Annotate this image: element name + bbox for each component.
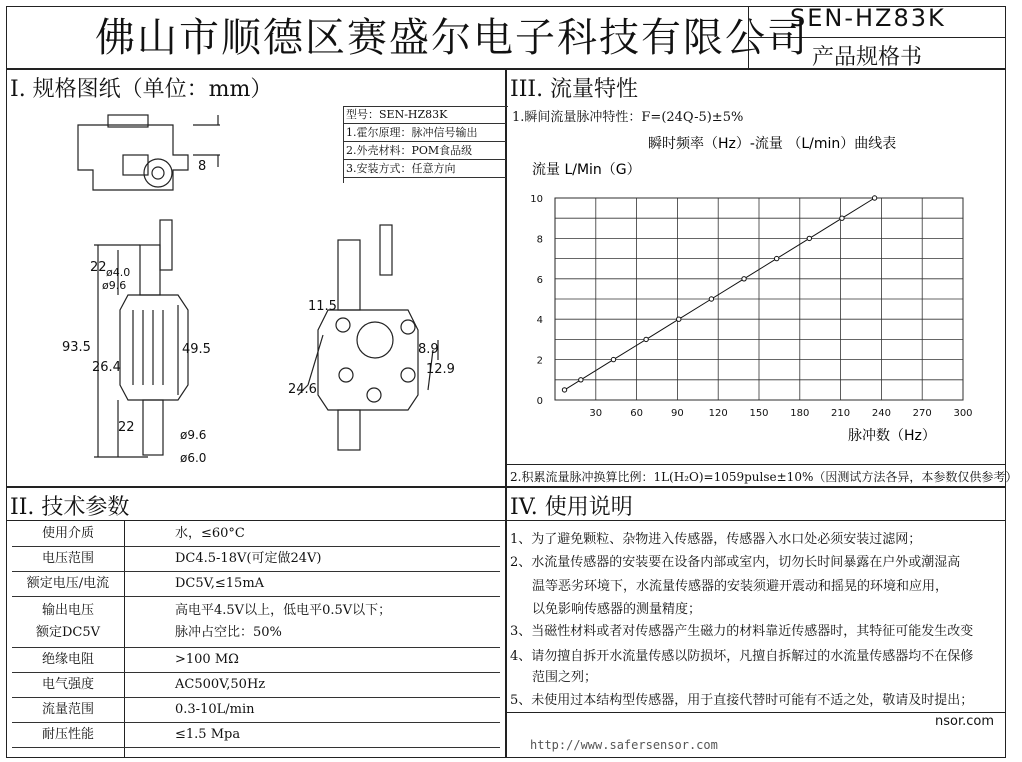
flow-formula: 1.瞬间流量脉冲特性：F=(24Q-5)±5% (512, 110, 744, 125)
dim-264: 26.4 (92, 360, 121, 375)
data-point (774, 256, 778, 260)
chart-ylabel: 流量 L/Min（G） (532, 162, 641, 178)
dim-d96b: ø9.6 (180, 428, 207, 442)
x-tick-label: 180 (790, 408, 810, 419)
param-name: 电气强度 (41, 677, 94, 692)
param-name: 流量范围 (41, 702, 94, 717)
chart-title: 瞬时频率（Hz）-流量 （L/min）曲线表 (648, 136, 897, 152)
data-point (562, 388, 566, 392)
dim-495: 49.5 (182, 342, 211, 357)
series-line (565, 198, 875, 390)
param-name: 额定电压/电流 (26, 576, 110, 591)
data-point (644, 337, 648, 341)
spec-install: 3.安装方式：任意方向 (344, 160, 506, 178)
y-tick-label: 0 (536, 396, 543, 407)
y-tick-label: 6 (536, 274, 543, 286)
dim-top-height: 8 (198, 159, 207, 174)
y-tick-label: 2 (536, 355, 543, 367)
horizontal-divider (6, 486, 1006, 488)
dim-129: 12.9 (426, 362, 455, 377)
data-point (709, 297, 713, 301)
x-tick-label: 270 (912, 408, 932, 419)
spec-model: 型号：SEN-HZ83K (344, 106, 506, 124)
table-row (12, 546, 500, 572)
data-point (579, 378, 583, 382)
frame-right (1005, 6, 1006, 758)
param-value: 水，≤60°C (175, 526, 245, 541)
frame-left (6, 6, 7, 758)
pulse-conversion-note: 2.积累流量脉冲换算比例：1L(H₂O)=1059pulse±10%（因测试方法各异，本参数仅供参考） (510, 470, 1018, 484)
y-tick-label: 8 (536, 234, 543, 246)
param-value: ≤1.5 Mpa (175, 727, 241, 742)
dim-115: 11.5 (308, 299, 337, 314)
dim-d96a: ø9.6 (102, 279, 127, 292)
usage-note-4-cont: 范围之列； (532, 670, 598, 685)
param-value: DC4.5-18V(可定做24V) (175, 551, 322, 566)
usage-note-5: 5、未使用过本结构型传感器，用于直接代替时可能有不适之处，敬请及时提出； (510, 693, 974, 708)
section2-title: II. 技术参数 (10, 495, 130, 520)
param-name: 电压范围 (41, 551, 94, 566)
chart-xlabel: 脉冲数（Hz） (848, 428, 936, 444)
website-bottom: http://www.safersensor.com (530, 738, 718, 752)
param-name: 绝缘电阻 (41, 652, 94, 667)
dim-d60: ø6.0 (180, 451, 207, 465)
usage-note-4: 4、请勿擅自拆开水流量传感以防损坏，凡擅自拆解过的水流量传感器均不在保修 (510, 649, 974, 664)
dim-246: 24.6 (288, 382, 317, 397)
technical-drawing (8, 95, 503, 485)
data-point (677, 317, 681, 321)
spec-material: 2.外壳材料：POM食品级 (344, 142, 506, 160)
dim-935: 93.5 (62, 340, 91, 355)
section4-title: IV. 使用说明 (510, 495, 633, 520)
dim-d40: ø4.0 (106, 266, 131, 279)
param-value: 高电平4.5V以上，低电平0.5V以下； 脉冲占空比：50% (175, 603, 392, 640)
usage-note-3: 3、当磁性材料或者对传感器产生磁力的材料靠近传感器时，其特征可能发生改变 (510, 624, 974, 639)
x-tick-label: 60 (630, 408, 643, 419)
data-point (840, 216, 844, 220)
x-tick-label: 150 (749, 408, 769, 419)
sec4-bottom (505, 712, 1005, 713)
y-tick-label: 10 (530, 194, 543, 205)
param-name: 使用介质 (41, 526, 94, 541)
usage-note-1: 1、为了避免颗粒、杂物进入传感器，传感器入水口处必须安装过滤网； (510, 532, 922, 547)
param-value: 0.3-10L/min (175, 702, 255, 717)
x-tick-label: 240 (871, 408, 891, 419)
param-value: AC500V,50Hz (175, 677, 266, 692)
param-name: 耐压性能 (41, 727, 94, 742)
flow-chart (508, 128, 998, 460)
x-tick-label: 90 (671, 408, 684, 419)
x-tick-label: 30 (589, 408, 603, 419)
usage-note-2-cont: 温等恶劣环境下，水流量传感器的安装须避开震动和摇晃的环境和应用， (532, 579, 949, 594)
table-row (12, 571, 500, 597)
dim-22a: 22 (90, 260, 107, 275)
x-tick-label: 120 (708, 408, 728, 419)
usage-note-2-end: 以免影响传感器的测量精度； (532, 602, 702, 617)
model-code: SEN-HZ83K (790, 4, 946, 32)
dim-22b: 22 (118, 420, 135, 435)
data-point (807, 236, 811, 240)
table-row (12, 722, 500, 748)
spec-principle: 1.霍尔原理：脉冲信号输出 (344, 124, 506, 142)
table-row (12, 697, 500, 723)
x-tick-label: 210 (831, 408, 851, 419)
table-row (12, 672, 500, 698)
data-point (872, 196, 876, 200)
param-value: DC5V,≤15mA (175, 576, 265, 591)
company-name: 佛山市顺德区赛盛尔电子科技有限公司 (95, 15, 809, 61)
param-name: 输出电压 额定DC5V (35, 603, 101, 640)
table-row (12, 597, 500, 648)
sec3-note-top (505, 464, 1005, 465)
data-point (742, 277, 746, 281)
section1-title: I. 规格图纸（单位：mm） (10, 77, 273, 102)
section3-title: III. 流量特性 (510, 77, 639, 102)
x-tick-label: 300 (953, 408, 973, 419)
y-tick-label: 4 (536, 315, 543, 327)
doc-type: 产品规格书 (812, 45, 923, 70)
table-row (12, 521, 500, 547)
param-value: >100 MΩ (175, 652, 239, 667)
usage-note-2: 2、水流量传感器的安装要在设备内部或室内，切勿长时间暴露在户外或潮湿高 (510, 555, 961, 570)
website-right: nsor.com (935, 714, 995, 729)
table-row (12, 647, 500, 673)
dim-89: 8.9 (418, 342, 439, 357)
data-point (611, 357, 615, 361)
